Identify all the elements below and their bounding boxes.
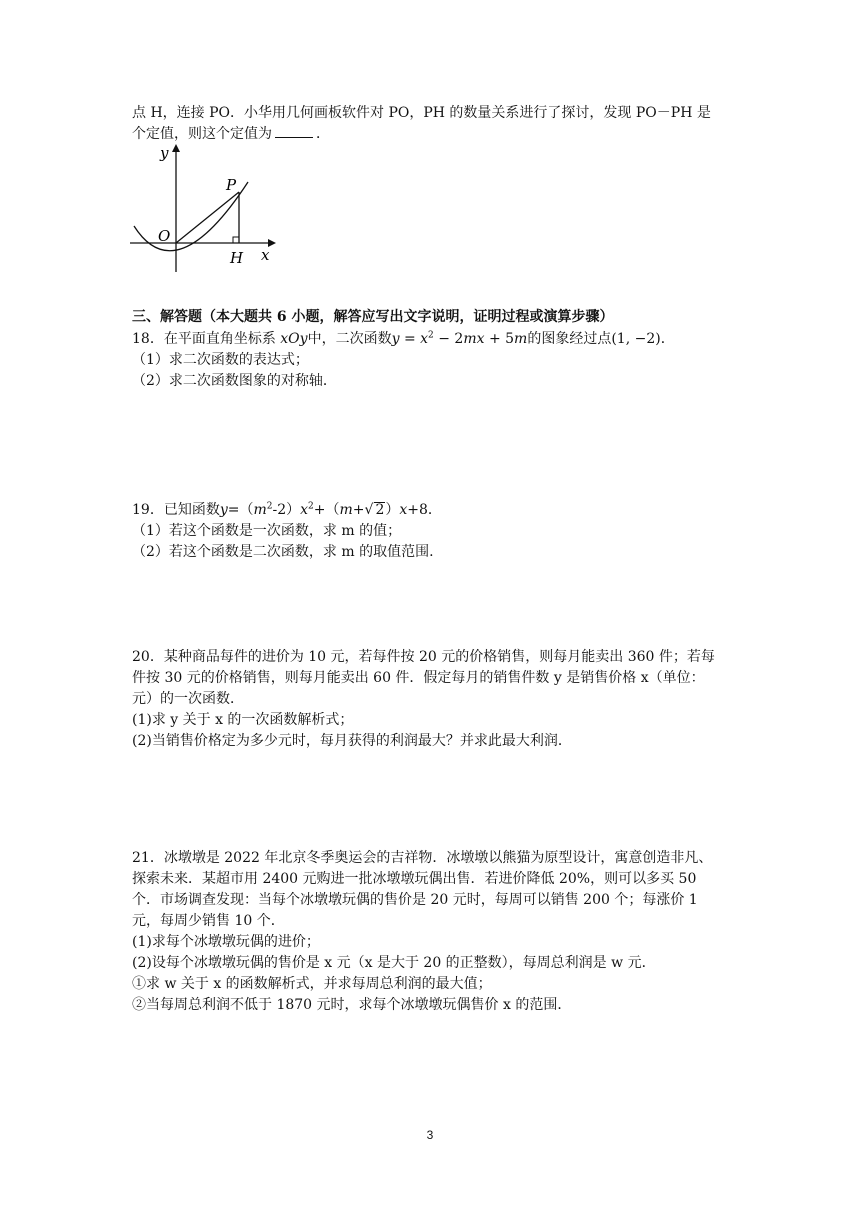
q19-part-2: （2）若这个函数是二次函数，求 m 的取值范围. <box>132 544 434 560</box>
q19-stem-f: ） <box>385 502 400 518</box>
q19-stem-d: +（ <box>313 502 340 518</box>
answer-blank <box>275 125 313 138</box>
q19-sup-2: 2 <box>308 501 314 512</box>
q19-y: y <box>219 502 228 518</box>
q21-part-1: (1)求每个冰墩墩玩偶的进价； <box>132 934 320 950</box>
q19-x-2: x <box>399 502 408 518</box>
point-p-label: P <box>226 176 237 194</box>
q18-part-2: （2）求二次函数图象的对称轴． <box>132 373 337 389</box>
q19-m-1: m <box>253 502 267 518</box>
point-h-label: H <box>230 249 244 267</box>
q19-stem-a: 19．已知函数 <box>132 502 220 518</box>
question-18 <box>132 329 732 392</box>
q18-func-sup: 2 <box>428 330 434 341</box>
q19-m-2: m <box>339 502 353 518</box>
q18-stem <box>132 329 732 350</box>
q19-stem-e: + <box>352 502 365 518</box>
q18-func-x: x <box>420 331 429 347</box>
parabola-figure <box>128 142 278 272</box>
q18-part-1: （1）求二次函数的表达式； <box>132 352 309 368</box>
q19-part-1: （1）若这个函数是一次函数，求 m 的值； <box>132 523 402 539</box>
q20-part-2: (2)当销售价格定为多少元时，每月获得的利润最大？并求此最大利润． <box>132 733 572 749</box>
axis-label-x: x <box>261 246 270 264</box>
q19-stem-c: -2） <box>272 502 301 518</box>
q18-func-rest-b: + 5 <box>484 331 515 347</box>
q18-func-m: m <box>514 331 528 347</box>
q17-line-2-suffix: ． <box>316 126 330 142</box>
q19-stem <box>132 500 732 521</box>
q21-sub-1: ①求 w 关于 x 的函数解析式，并求每周总利润的最大值； <box>132 976 492 992</box>
q21-sub-2: ②当每周总利润不低于 1870 元时，求每个冰墩墩玩偶售价 x 的范围． <box>132 997 572 1013</box>
axis-label-y: y <box>160 144 169 162</box>
q20-line-1: 20．某种商品每件的进价为 10 元，若每件按 20 元的价格销售，则每月能卖出 360 件；若每 <box>132 649 715 665</box>
q19-sqrt-value: 2 <box>375 502 385 518</box>
q21-part-2: (2)设每个冰墩墩玩偶的售价是 x 元（x 是大于 20 的正整数），每周总利润是 w 元． <box>132 955 656 971</box>
q18-func-y: y <box>391 331 400 347</box>
q21-line-1: 21．冰墩墩是 2022 年北京冬季奥运会的吉祥物．冰墩墩以熊猫为原型设计，寓意创造非凡、 <box>132 850 713 866</box>
q20-line-2: 件按 30 元的价格销售，则每月能卖出 60 件．假定每月的销售件数 y 是销售价格 x（单位： <box>132 670 705 686</box>
question-20 <box>132 647 732 752</box>
q19-stem-g: +8． <box>407 502 442 518</box>
q18-stem-after: 的图象经过点 <box>527 331 612 347</box>
q19-x-1: x <box>300 502 309 518</box>
sqrt-icon: √ <box>364 502 374 518</box>
section-3-heading: 三、解答题（本大题共 6 小题，解答应写出文字说明，证明过程或演算步骤） <box>132 309 614 325</box>
q18-stem-mid: 中，二次函数 <box>307 331 392 347</box>
q21-line-2: 探索未来．某超市用 2400 元购进一批冰墩墩玩偶出售．若进价降低 20%，则可以多买 50 <box>132 871 697 887</box>
page-number: 3 <box>426 1128 434 1142</box>
question-21 <box>132 848 732 1016</box>
q17-line-2-prefix: 个定值，则这个定值为 <box>132 126 272 142</box>
q18-stem-prefix: 18．在平面直角坐标系 <box>132 331 276 347</box>
q19-stem-b: =（ <box>227 502 254 518</box>
q18-func-mx: mx <box>463 331 485 347</box>
q18-coord-system: xOy <box>280 331 308 347</box>
q21-line-3: 个．市场调查发现：当每个冰墩墩玩偶的售价是 20 元时，每周可以销售 200 个；每涨价 1 <box>132 892 698 908</box>
q20-line-3: 元）的一次函数． <box>132 691 244 707</box>
q18-stem-end: ． <box>660 331 675 347</box>
q20-part-1: (1)求 y 关于 x 的一次函数解析式； <box>132 712 354 728</box>
question-19 <box>132 500 732 563</box>
q18-function <box>392 331 528 347</box>
q21-line-4: 元，每周少销售 10 个． <box>132 913 285 929</box>
q18-func-rest-a: − 2 <box>433 331 464 347</box>
q17-line-1: 点 H，连接 PO．小华用几何画板软件对 PO，PH 的数量关系进行了探讨，发现 PO－PH 是 <box>132 105 711 121</box>
origin-label: O <box>158 227 171 245</box>
q18-point: (1, −2) <box>611 331 661 347</box>
q19-sup-1: 2 <box>266 501 273 512</box>
q18-func-eq: = <box>399 331 421 347</box>
question-17-text <box>132 103 732 145</box>
